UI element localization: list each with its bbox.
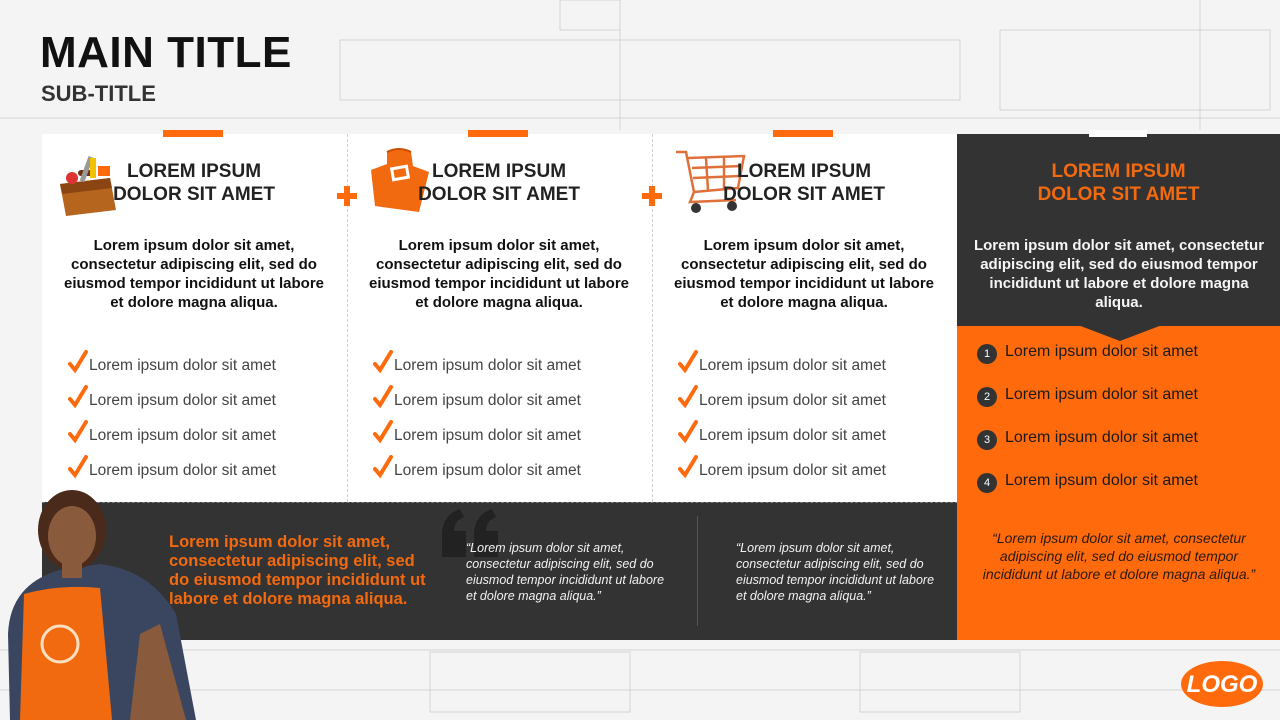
column-heading-line2: DOLOR SIT AMET — [113, 184, 275, 205]
list-item-text: Lorem ipsum dolor sit amet — [394, 357, 581, 374]
numbered-item-text: Lorem ipsum dolor sit amet — [1005, 343, 1198, 360]
column-heading-line1: LOREM IPSUM — [736, 161, 872, 182]
number-badge: 2 — [977, 387, 997, 407]
feature-column-1 — [42, 134, 346, 502]
highlight-panel-pointer — [1078, 325, 1162, 341]
band-quote-1: “Lorem ipsum dolor sit amet, consectetur adipiscing elit, sed do eiusmod tempor incididunt ut labore et dolore magna aliqua.” — [466, 541, 665, 603]
column-accent-bar — [163, 130, 223, 137]
page-subtitle: SUB-TITLE — [41, 81, 156, 106]
list-item-text: Lorem ipsum dolor sit amet — [394, 427, 581, 444]
checkmark-icon — [373, 454, 394, 480]
list-item-text: Lorem ipsum dolor sit amet — [699, 357, 886, 374]
list-item-text: Lorem ipsum dolor sit amet — [699, 462, 886, 479]
list-item — [678, 410, 886, 445]
list-item — [68, 340, 276, 375]
list-item — [373, 410, 581, 445]
column-heading — [652, 160, 956, 206]
highlight-panel-quote: “Lorem ipsum dolor sit amet, consectetur adipiscing elit, sed do eiusmod tempor incididunt ut labore et dolore magna aliqua.” — [982, 530, 1256, 582]
check-list — [678, 340, 886, 480]
number-badge: 3 — [977, 430, 997, 450]
list-item-text: Lorem ipsum dolor sit amet — [89, 357, 276, 374]
column-heading — [347, 160, 651, 206]
column-description: Lorem ipsum dolor sit amet, consectetur adipiscing elit, sed do eiusmod tempor incididunt ut labore et dolore magna aliqua. — [63, 237, 324, 311]
list-item — [373, 375, 581, 410]
checkmark-icon — [678, 384, 699, 410]
highlight-panel-description: Lorem ipsum dolor sit amet, consectetur adipiscing elit, sed do eiusmod tempor incididunt ut labore et dolore magna aliqua. — [973, 237, 1265, 311]
column-description: Lorem ipsum dolor sit amet, consectetur adipiscing elit, sed do eiusmod tempor incididunt ut labore et dolore magna aliqua. — [673, 237, 934, 311]
page-title: MAIN TITLE — [40, 28, 292, 77]
band-quote-2: “Lorem ipsum dolor sit amet, consectetur adipiscing elit, sed do eiusmod tempor incididunt ut labore et dolore magna aliqua.” — [736, 541, 935, 603]
list-item — [678, 375, 886, 410]
list-item-text: Lorem ipsum dolor sit amet — [89, 462, 276, 479]
list-item — [678, 340, 886, 375]
highlight-panel-notch — [1089, 130, 1147, 137]
highlight-heading-line1: LOREM IPSUM — [1051, 161, 1186, 182]
feature-column-3 — [652, 134, 956, 502]
list-item — [373, 340, 581, 375]
list-item — [678, 445, 886, 480]
numbered-list-item — [977, 386, 1198, 429]
list-item-text: Lorem ipsum dolor sit amet — [394, 462, 581, 479]
band-highlight-text: Lorem ipsum dolor sit amet, consectetur adipiscing elit, sed do eiusmod tempor incididunt ut labore et dolore magna aliqua. — [169, 533, 426, 608]
list-item-text: Lorem ipsum dolor sit amet — [699, 427, 886, 444]
checkmark-icon — [678, 454, 699, 480]
band-divider — [697, 516, 698, 626]
checkmark-icon — [373, 384, 394, 410]
column-accent-bar — [468, 130, 528, 137]
checkmark-icon — [678, 419, 699, 445]
highlight-panel-heading — [957, 160, 1280, 206]
list-item-text: Lorem ipsum dolor sit amet — [89, 392, 276, 409]
checkmark-icon — [68, 349, 89, 375]
checkmark-icon — [373, 349, 394, 375]
numbered-list-item — [977, 472, 1198, 515]
column-description: Lorem ipsum dolor sit amet, consectetur adipiscing elit, sed do eiusmod tempor incididunt ut labore et dolore magna aliqua. — [368, 237, 629, 311]
employee-photo — [0, 484, 200, 720]
numbered-list-item — [977, 429, 1198, 472]
numbered-item-text: Lorem ipsum dolor sit amet — [1005, 472, 1198, 489]
list-item — [68, 410, 276, 445]
checkmark-icon — [68, 454, 89, 480]
checkmark-icon — [68, 384, 89, 410]
list-item — [373, 445, 581, 480]
list-item — [68, 375, 276, 410]
column-heading-line2: DOLOR SIT AMET — [723, 184, 885, 205]
number-badge: 1 — [977, 344, 997, 364]
checkmark-icon — [678, 349, 699, 375]
number-badge: 4 — [977, 473, 997, 493]
check-list — [68, 340, 276, 480]
check-list — [373, 340, 581, 480]
list-item — [68, 445, 276, 480]
column-heading — [42, 160, 346, 206]
list-item-text: Lorem ipsum dolor sit amet — [89, 427, 276, 444]
numbered-list — [977, 343, 1198, 515]
numbered-item-text: Lorem ipsum dolor sit amet — [1005, 429, 1198, 446]
list-item-text: Lorem ipsum dolor sit amet — [699, 392, 886, 409]
column-heading-line2: DOLOR SIT AMET — [418, 184, 580, 205]
logo-text: LOGO — [1186, 671, 1258, 698]
column-heading-line1: LOREM IPSUM — [126, 161, 262, 182]
checkmark-icon — [373, 419, 394, 445]
highlight-heading-line2: DOLOR SIT AMET — [1037, 184, 1200, 205]
checkmark-icon — [68, 419, 89, 445]
column-accent-bar — [773, 130, 833, 137]
numbered-item-text: Lorem ipsum dolor sit amet — [1005, 386, 1198, 403]
company-logo — [1180, 660, 1264, 708]
list-item-text: Lorem ipsum dolor sit amet — [394, 392, 581, 409]
feature-column-2 — [347, 134, 651, 502]
column-heading-line1: LOREM IPSUM — [431, 161, 567, 182]
numbered-list-item — [977, 343, 1198, 386]
